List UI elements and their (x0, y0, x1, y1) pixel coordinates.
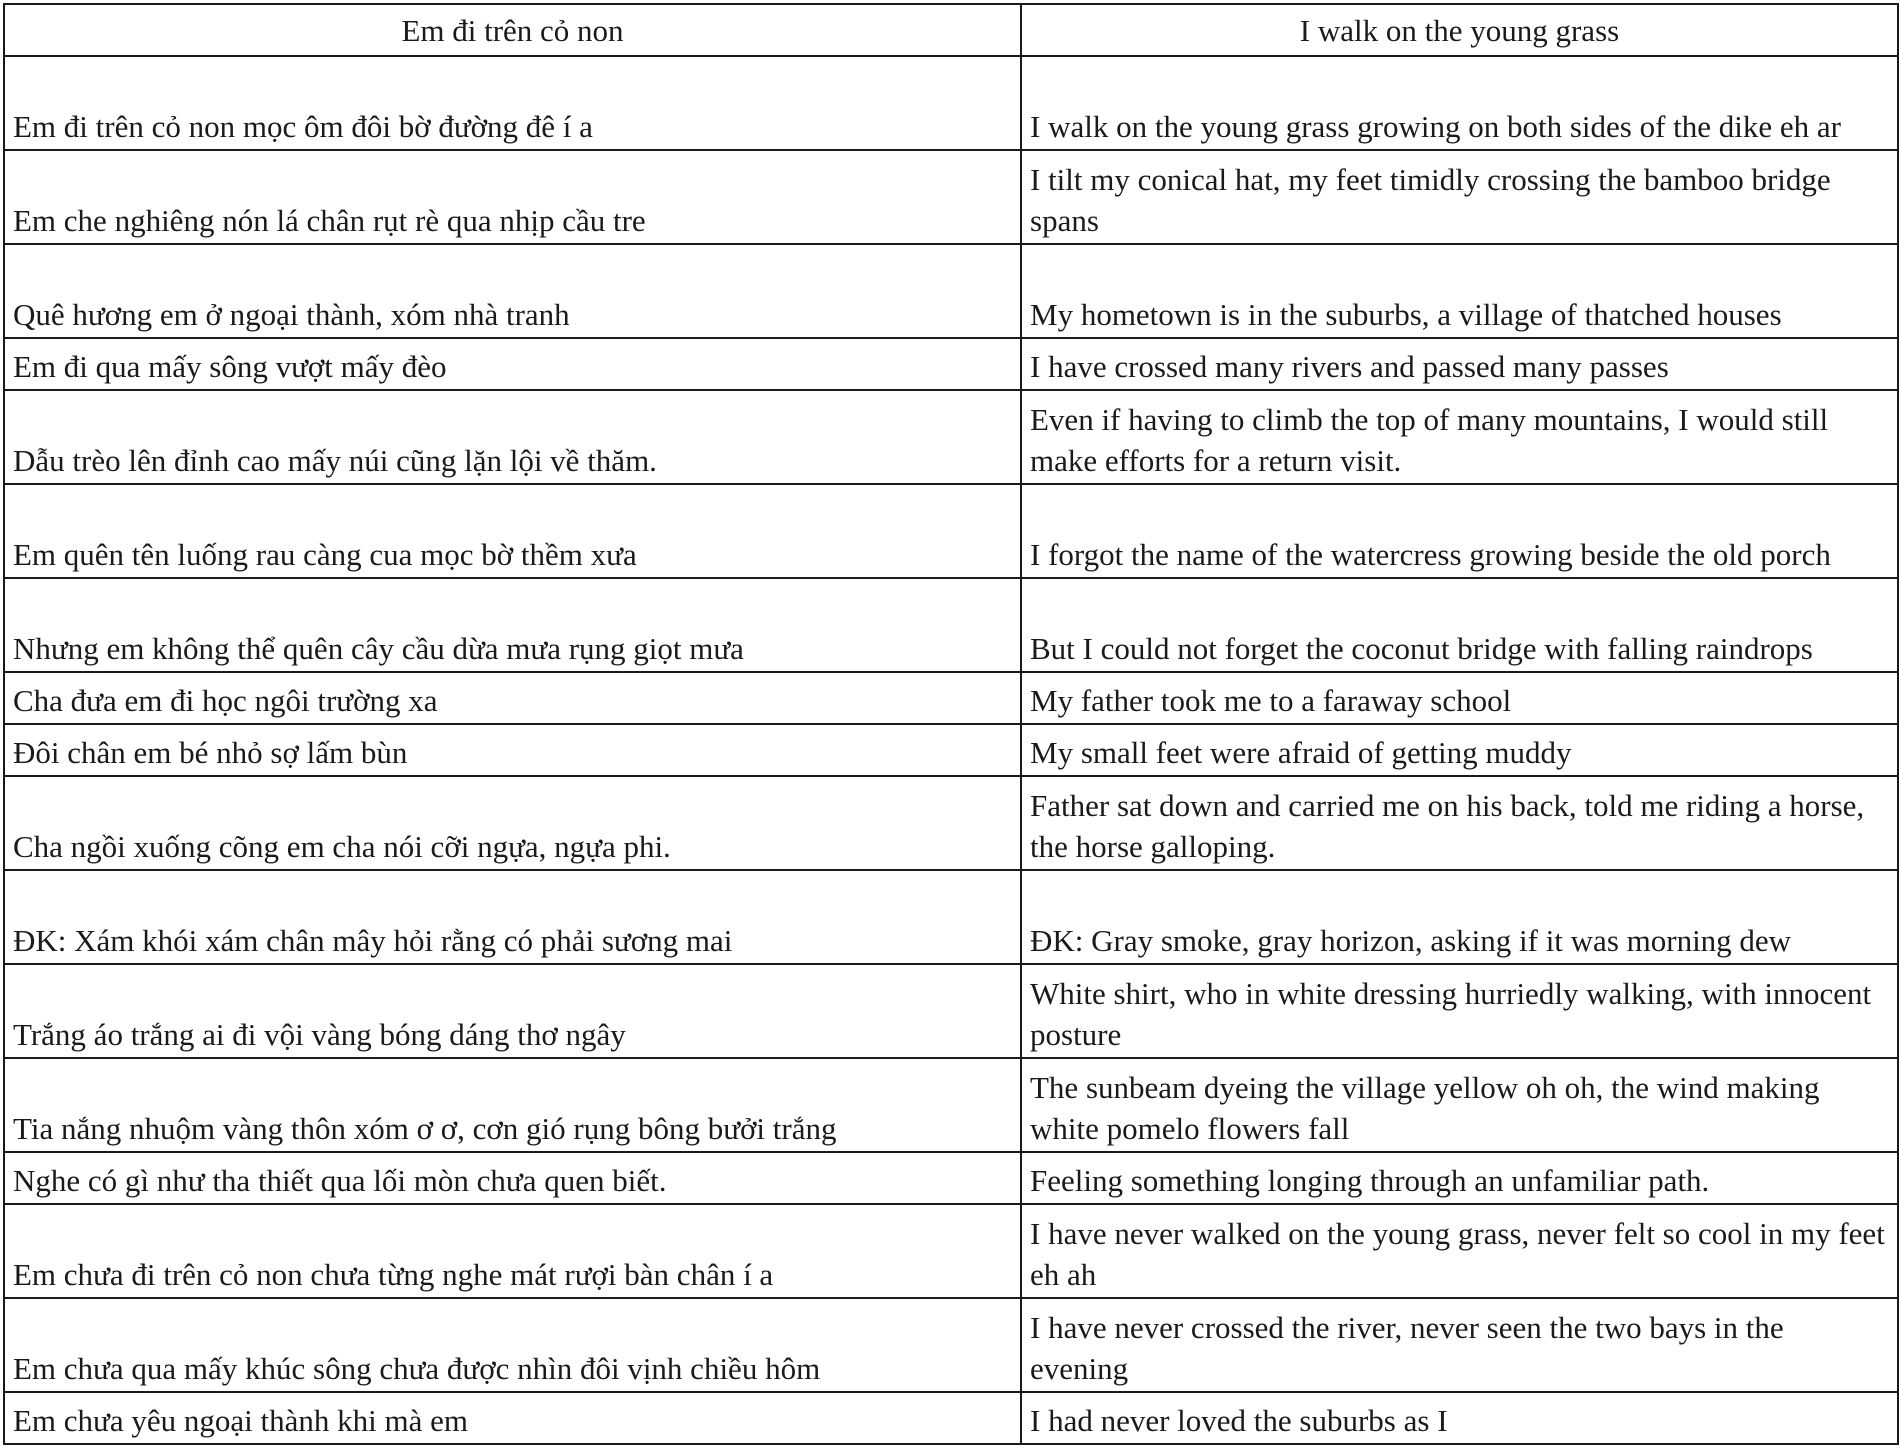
table-row (4, 244, 1898, 338)
vietnamese-lyric-cell: Em quên tên luống rau càng cua mọc bờ thềm xưa (4, 484, 1021, 578)
vietnamese-lyric-cell: Đôi chân em bé nhỏ sợ lấm bùn (4, 724, 1021, 776)
table-row (4, 56, 1898, 150)
table-row (4, 1058, 1898, 1152)
english-translation-cell: Feeling something longing through an unfamiliar path. (1021, 1152, 1898, 1204)
vietnamese-lyric-cell: Em đi trên cỏ non mọc ôm đôi bờ đường đê í a (4, 56, 1021, 150)
table-row (4, 672, 1898, 724)
vietnamese-lyric-cell: Trắng áo trắng ai đi vội vàng bóng dáng thơ ngây (4, 964, 1021, 1058)
vietnamese-lyric-cell: Nghe có gì như tha thiết qua lối mòn chưa quen biết. (4, 1152, 1021, 1204)
vietnamese-lyric-cell: Em đi qua mấy sông vượt mấy đèo (4, 338, 1021, 390)
lyrics-translation-table (3, 3, 1899, 1445)
table-row (4, 1152, 1898, 1204)
table-row (4, 578, 1898, 672)
table-row (4, 964, 1898, 1058)
vietnamese-lyric-cell: Em chưa qua mấy khúc sông chưa được nhìn đôi vịnh chiều hôm (4, 1298, 1021, 1392)
vietnamese-lyric-cell: Em che nghiêng nón lá chân rụt rè qua nhịp cầu tre (4, 150, 1021, 244)
table-row (4, 484, 1898, 578)
vietnamese-lyric-cell: Cha đưa em đi học ngôi trường xa (4, 672, 1021, 724)
vietnamese-lyric-cell: Em chưa đi trên cỏ non chưa từng nghe mát rượi bàn chân í a (4, 1204, 1021, 1298)
vietnamese-lyric-cell: Nhưng em không thể quên cây cầu dừa mưa rụng giọt mưa (4, 578, 1021, 672)
table-row (4, 150, 1898, 244)
table-row (4, 1392, 1898, 1444)
english-translation-cell: My small feet were afraid of getting muddy (1021, 724, 1898, 776)
table-row (4, 1298, 1898, 1392)
vietnamese-lyric-cell: Quê hương em ở ngoại thành, xóm nhà tranh (4, 244, 1021, 338)
vietnamese-lyric-cell: ĐK: Xám khói xám chân mây hỏi rằng có phải sương mai (4, 870, 1021, 964)
table-header (4, 4, 1898, 56)
english-translation-cell: I had never loved the suburbs as I (1021, 1392, 1898, 1444)
english-translation-cell: I tilt my conical hat, my feet timidly crossing the bamboo bridge spans (1021, 150, 1898, 244)
english-translation-cell: Father sat down and carried me on his back, told me riding a horse, the horse galloping. (1021, 776, 1898, 870)
header-vietnamese: Em đi trên cỏ non (4, 4, 1021, 56)
english-translation-cell: ĐK: Gray smoke, gray horizon, asking if it was morning dew (1021, 870, 1898, 964)
table-row (4, 776, 1898, 870)
vietnamese-lyric-cell: Dẫu trèo lên đỉnh cao mấy núi cũng lặn lội về thăm. (4, 390, 1021, 484)
english-translation-cell: My hometown is in the suburbs, a village of thatched houses (1021, 244, 1898, 338)
english-translation-cell: I walk on the young grass growing on both sides of the dike eh ar (1021, 56, 1898, 150)
english-translation-cell: I have crossed many rivers and passed many passes (1021, 338, 1898, 390)
table-row (4, 724, 1898, 776)
english-translation-cell: My father took me to a faraway school (1021, 672, 1898, 724)
document-page (3, 3, 1899, 1445)
english-translation-cell: I have never crossed the river, never seen the two bays in the evening (1021, 1298, 1898, 1392)
table-row (4, 870, 1898, 964)
header-row (4, 4, 1898, 56)
vietnamese-lyric-cell: Tia nắng nhuộm vàng thôn xóm ơ ơ, cơn gió rụng bông bưởi trắng (4, 1058, 1021, 1152)
english-translation-cell: White shirt, who in white dressing hurriedly walking, with innocent posture (1021, 964, 1898, 1058)
english-translation-cell: But I could not forget the coconut bridge with falling raindrops (1021, 578, 1898, 672)
english-translation-cell: Even if having to climb the top of many mountains, I would still make efforts for a return visit. (1021, 390, 1898, 484)
table-row (4, 390, 1898, 484)
english-translation-cell: I forgot the name of the watercress growing beside the old porch (1021, 484, 1898, 578)
table-body (4, 56, 1898, 1444)
english-translation-cell: I have never walked on the young grass, never felt so cool in my feet eh ah (1021, 1204, 1898, 1298)
table-row (4, 1204, 1898, 1298)
table-row (4, 338, 1898, 390)
header-english: I walk on the young grass (1021, 4, 1898, 56)
vietnamese-lyric-cell: Em chưa yêu ngoại thành khi mà em (4, 1392, 1021, 1444)
vietnamese-lyric-cell: Cha ngồi xuống cõng em cha nói cỡi ngựa, ngựa phi. (4, 776, 1021, 870)
english-translation-cell: The sunbeam dyeing the village yellow oh oh, the wind making white pomelo flowers fall (1021, 1058, 1898, 1152)
